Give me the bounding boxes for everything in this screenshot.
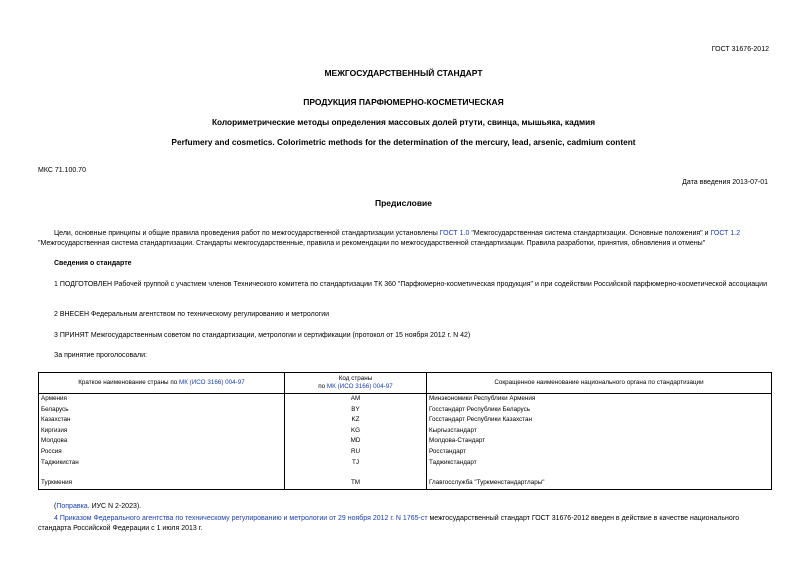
code-cell: AM <box>285 394 427 405</box>
voted-label: За принятие проголосовали: <box>54 352 147 359</box>
body-cell: Молдова-Стандарт <box>427 436 772 447</box>
document-number: ГОСТ 31676-2012 <box>711 46 769 53</box>
gost-1-2-link[interactable]: ГОСТ 1.2 <box>710 230 741 237</box>
code-cell: KG <box>285 426 427 437</box>
body-cell: Госстандарт Республики Беларусь <box>427 405 772 416</box>
voting-states-table <box>38 372 772 490</box>
table-row <box>39 415 772 426</box>
item-1-prepared: 1 ПОДГОТОВЛЕН Рабочей группой с участием членов Технического комитета по стандартизации ТК 360 "Парфюмерно-косметическая продукция" и при содействии Российской парфюмерно-косметической ассоциации <box>54 281 767 288</box>
table-row <box>39 436 772 447</box>
body-cell: Госстандарт Республики Казахстан <box>427 415 772 426</box>
body-cell: Росстандарт <box>427 447 772 458</box>
country-cell: Молдова <box>39 436 285 447</box>
mk-iso-link[interactable]: МК (ИСО 3166) 004-97 <box>326 383 393 390</box>
column-header-body: Сокращенное наименование национального органа по стандартизации <box>427 373 772 394</box>
item-2-submitted: 2 ВНЕСЕН Федеральным агентством по техническому регулированию и метрологии <box>54 311 330 318</box>
code-cell: TJ <box>285 458 427 469</box>
code-cell: MD <box>285 436 427 447</box>
order-link[interactable]: 4 Приказом Федерального агентства по техническому регулированию и метрологии от 29 ноября 2012 г. N 1765-ст <box>54 515 428 522</box>
code-cell: TM <box>285 478 427 489</box>
item-3-adopted: 3 ПРИНЯТ Межгосударственным советом по стандартизации, метрологии и сертификации (протокол от 15 ноября 2012 г. N 42) <box>54 332 471 339</box>
table-row <box>39 426 772 437</box>
body-cell <box>427 468 772 478</box>
standard-info-heading: Сведения о стандарте <box>54 260 132 267</box>
subtitle-russian: Колориметрические методы определения массовых долей ртути, свинца, мышьяка, кадмия <box>211 117 596 127</box>
body-cell: Кыргызстандарт <box>427 426 772 437</box>
country-cell: Россия <box>39 447 285 458</box>
table-row <box>39 478 772 489</box>
gost-1-0-link[interactable]: ГОСТ 1.0 <box>439 230 470 237</box>
subtitle-english: Perfumery and cosmetics. Colorimetric methods for the determination of the mercury, lead, arsenic, cadmium content <box>171 137 636 147</box>
note-text: . ИУС N 2-2023). <box>87 503 142 510</box>
item-4-order <box>38 514 772 533</box>
paragraph-text: "Межгосударственная система стандартизации. Стандарты межгосударственные, правила и рекомендации по межгосударственной стандартизации. Правила разработки, принятия, обновления и отмены" <box>38 239 706 247</box>
header-text: по <box>318 383 327 390</box>
amendment-link[interactable]: Поправка <box>56 503 88 510</box>
table-row <box>39 468 772 478</box>
table-row <box>39 447 772 458</box>
table-header-row <box>39 373 772 394</box>
column-header-code <box>285 373 427 394</box>
foreword-heading: Предисловие <box>374 198 433 208</box>
table-row <box>39 458 772 469</box>
amendment-note <box>54 503 141 510</box>
mk-iso-link[interactable]: МК (ИСО 3166) 004-97 <box>178 379 245 386</box>
country-cell: Казахстан <box>39 415 285 426</box>
country-cell: Туркмения <box>39 478 285 489</box>
introduction-date: Дата введения 2013-07-01 <box>682 179 768 186</box>
code-cell <box>285 468 427 478</box>
code-cell: BY <box>285 405 427 416</box>
body-cell: Таджикстандарт <box>427 458 772 469</box>
standard-type-heading: МЕЖГОСУДАРСТВЕННЫЙ СТАНДАРТ <box>324 68 483 78</box>
body-cell: Минэкономики Республики Армения <box>427 394 772 405</box>
body-cell: Главгосслужба "Туркменстандартлары" <box>427 478 772 489</box>
table-row <box>39 405 772 416</box>
paragraph-text: Цели, основные принципы и общие правила проведения работ по межгосударственной стандартизации установлены <box>54 230 440 237</box>
mks-code: МКС 71.100.70 <box>38 167 86 174</box>
product-heading: ПРОДУКЦИЯ ПАРФЮМЕРНО-КОСМЕТИЧЕСКАЯ <box>303 97 504 107</box>
country-cell: Армения <box>39 394 285 405</box>
table-row <box>39 394 772 405</box>
country-cell: Киргизия <box>39 426 285 437</box>
header-text: Краткое наименование страны по <box>78 379 179 386</box>
paragraph-text: "Межгосударственная система стандартизации. Основные положения" и <box>469 230 711 237</box>
note-text: ( <box>54 503 57 510</box>
foreword-paragraph <box>38 229 772 248</box>
paragraph-text: межгосударственный стандарт ГОСТ 31676-2012 введен в действие в качестве национального стандарта Российской Федерации с 1 июля 2013 г. <box>38 515 740 532</box>
header-text: Код страны <box>338 375 373 382</box>
country-cell <box>39 468 285 478</box>
country-cell: Таджикистан <box>39 458 285 469</box>
code-cell: KZ <box>285 415 427 426</box>
code-cell: RU <box>285 447 427 458</box>
column-header-country <box>39 373 285 394</box>
country-cell: Беларусь <box>39 405 285 416</box>
